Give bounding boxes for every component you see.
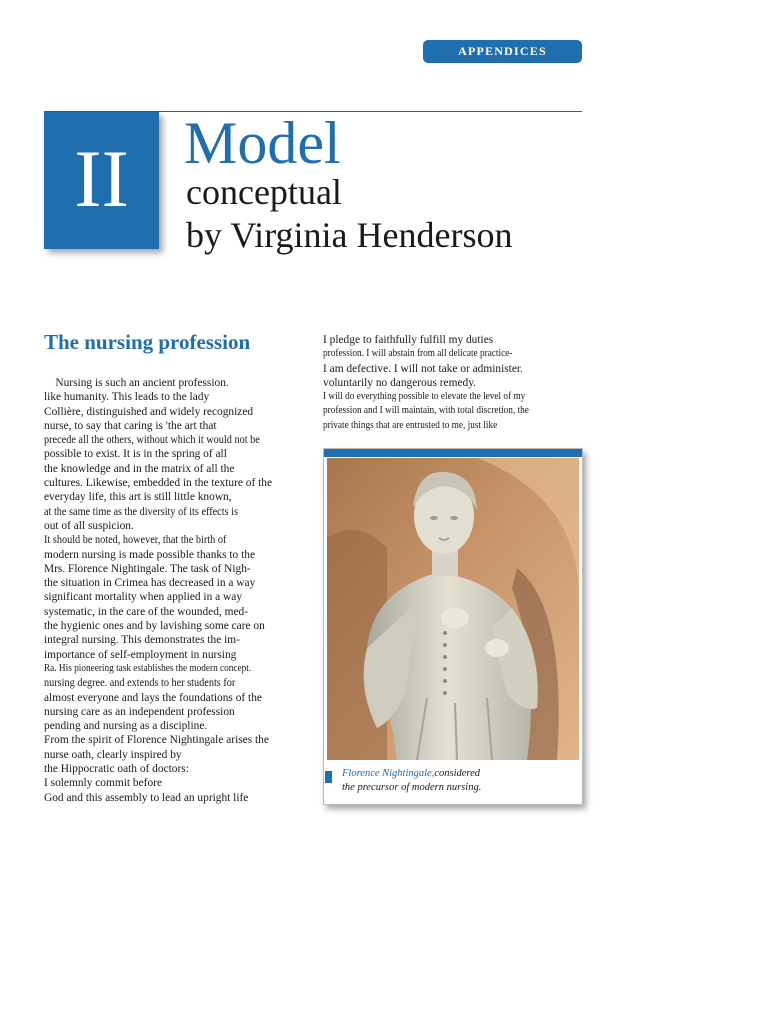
section-heading: The nursing profession [44,330,251,354]
text-line: pending and nursing as a discipline. [44,720,208,733]
text-line: I pledge to faithfully fulfill my duties [323,334,494,346]
figure-panel [323,448,583,805]
text-line: private things that are entrusted to me, just like [323,419,498,431]
text-line: the hygienic ones and by lavishing some care on [44,620,265,633]
text-line: the situation in Crimea has decreased in a way [44,577,256,590]
text-line: integral nursing. This demonstrates the im- [44,634,240,647]
text-line: the knowledge and in the matrix of all the [44,462,235,475]
figure-top-bar [324,449,582,457]
text-line: significant mortality when applied in a way [44,591,243,604]
text-line: the Hippocratic oath of doctors: [44,763,189,776]
chapter-title-main: Model [184,110,341,176]
text-line: importance of self-employment in nursing [44,648,237,661]
text-line: at the same time as the diversity of its effects is [44,505,238,518]
text-line: God and this assembly to lead an upright life [44,791,249,804]
text-line: voluntarily no dangerous remedy. [323,376,476,389]
appendices-tab: APPENDICES [423,40,582,63]
text-line: profession. I will abstain from all delicate practice- [323,348,513,360]
chapter-number: II [74,133,129,224]
text-line: almost everyone and lays the foundations of the [44,691,262,704]
text-line: Ra. His pioneering task establishes the modern concept. [44,662,252,674]
chapter-title-line3: by Virginia Henderson [186,215,513,255]
caption-text-1: considered [434,768,481,779]
text-line: possible to exist. It is in the spring of all [44,448,227,461]
text-line: Nursing is such an ancient profession. [44,377,229,389]
figure-caption [342,767,572,794]
text-line: Collière, distinguished and widely recognized [44,405,254,418]
text-line: nursing care as an independent profession [44,705,235,718]
text-line: everyday life, this art is still little known, [44,491,232,504]
text-line: precede all the others, without which it would not be [44,434,260,447]
right-text-column [323,333,573,433]
text-line: Mrs. Florence Nightingale. The task of Nigh- [44,562,251,575]
chapter-title-line2: conceptual [186,172,342,212]
text-line: out of all suspicion. [44,519,134,532]
text-line: modern nursing is made possible thanks to the [44,548,256,561]
text-line: I will do everything possible to elevate the level of my [323,391,526,403]
chapter-number-box [44,112,159,249]
caption-text-2: the precursor of modern nursing. [342,781,482,793]
caption-name: Florence Nightingale, [342,768,435,779]
text-line: I solemnly commit before [44,777,162,790]
text-line: From the spirit of Florence Nightingale arises the [44,734,269,747]
caption-marker [325,771,332,783]
text-line: profession and I will maintain, with total discretion, the [323,405,529,417]
text-line: I am defective. I will not take or administer. [323,362,523,375]
text-line: cultures. Likewise, embedded in the texture of the [44,477,273,490]
text-line: nurse oath, clearly inspired by [44,748,182,761]
text-line: like humanity. This leads to the lady [44,391,210,404]
text-line: systematic, in the care of the wounded, med- [44,605,249,618]
text-line: nursing degree. and extends to her students for [44,677,236,690]
statue-photo [327,458,579,760]
text-line: nurse, to say that caring is 'the art that [44,419,217,432]
left-text-column [44,376,294,805]
text-line: It should be noted, however, that the birth of [44,534,227,547]
